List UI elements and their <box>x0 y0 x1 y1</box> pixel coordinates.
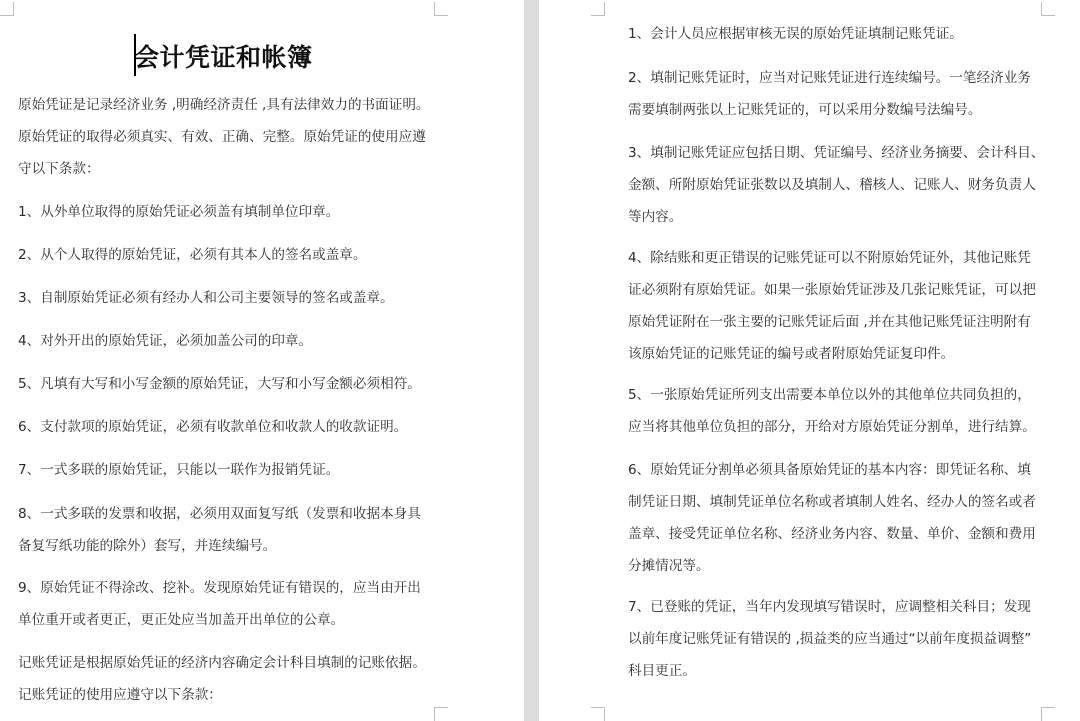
text-line: 4、除结账和更正错误的记账凭证可以不附原始凭证外，其他记账凭 <box>628 250 1031 266</box>
page-corner-mark <box>591 707 605 721</box>
text-line: 3、自制原始凭证必须有经办人和公司主要领导的签名或盖章。 <box>18 290 394 306</box>
page-corner-mark <box>0 2 14 16</box>
text-line: 1、从外单位取得的原始凭证必须盖有填制单位印章。 <box>18 204 340 220</box>
page-corner-mark <box>591 2 605 16</box>
text-line: 9、原始凭证不得涂改、挖补。发现原始凭证有错误的，应当由开出 <box>18 580 421 596</box>
text-line: 科目更正。 <box>628 663 696 679</box>
text-line: 分摊情况等。 <box>628 558 710 574</box>
text-line: 2、从个人取得的原始凭证，必须有其本人的签名或盖章。 <box>18 247 367 263</box>
list-item[interactable] <box>18 411 407 443</box>
list-item[interactable] <box>18 368 421 400</box>
intro-paragraph[interactable] <box>18 89 430 185</box>
list-item[interactable] <box>18 572 421 636</box>
text-line: 记账凭证的使用应遵守以下条款： <box>18 687 222 703</box>
page-title[interactable]: 会计凭证和帐簿 <box>134 43 313 72</box>
text-line: 4、对外开出的原始凭证，必须加盖公司的印章。 <box>18 333 313 349</box>
text-line: 单位重开或者更正，更正处应当加盖开出单位的公章。 <box>18 612 345 628</box>
page-gutter <box>524 0 539 721</box>
text-line: 5、一张原始凭证所列支出需要本单位以外的其他单位共同负担的， <box>628 387 1031 403</box>
document-page-right <box>539 0 1080 721</box>
text-line: 等内容。 <box>628 209 683 225</box>
list-item[interactable] <box>628 591 1031 687</box>
list-item[interactable] <box>628 454 1036 582</box>
list-item[interactable] <box>18 282 394 314</box>
text-line: 备复写纸功能的除外）套写，并连续编号。 <box>18 538 277 554</box>
text-line: 7、一式多联的原始凭证，只能以一联作为报销凭证。 <box>18 462 340 478</box>
text-line: 6、支付款项的原始凭证，必须有收款单位和收款人的收款证明。 <box>18 419 408 435</box>
text-line: 记账凭证是根据原始凭证的经济内容确定会计科目填制的记账依据。 <box>18 655 426 671</box>
text-line: 7、已登账的凭证，当年内发现填写错误时，应调整相关科目；发现 <box>628 599 1031 615</box>
page-corner-mark <box>1041 707 1055 721</box>
text-line: 证必须附有原始凭证。如果一张原始凭证涉及几张记账凭证，可以把 <box>628 282 1036 298</box>
text-line: 5、凡填有大写和小写金额的原始凭证，大写和小写金额必须相符。 <box>18 376 421 392</box>
list-item[interactable] <box>18 239 367 271</box>
text-line: 应当将其他单位负担的部分，开给对方原始凭证分割单，进行结算。 <box>628 419 1036 435</box>
text-line: 盖章、接受凭证单位名称、经济业务内容、数量、单价、金额和费用 <box>628 526 1036 542</box>
page-corner-mark <box>1041 2 1055 16</box>
text-line: 守以下条款： <box>18 161 100 177</box>
list-item[interactable] <box>628 18 963 50</box>
text-line: 需要填制两张以上记账凭证的，可以采用分数编号法编号。 <box>628 102 982 118</box>
text-line: 3、填制记账凭证应包括日期、凭证编号、经济业务摘要、会计科目、 <box>628 145 1045 161</box>
list-item[interactable] <box>628 137 1044 233</box>
list-item[interactable] <box>18 498 421 562</box>
page-corner-mark <box>434 707 448 721</box>
text-line: 金额、所附原始凭证张数以及填制人、稽核人、记账人、财务负责人 <box>628 177 1036 193</box>
list-item[interactable] <box>18 196 339 228</box>
outro-paragraph[interactable] <box>18 647 426 711</box>
text-line: 制凭证日期、填制凭证单位名称或者填制人姓名、经办人的签名或者 <box>628 494 1036 510</box>
text-line: 该原始凭证的记账凭证的编号或者附原始凭证复印件。 <box>628 346 955 362</box>
text-line: 2、填制记账凭证时，应当对记账凭证进行连续编号。一笔经济业务 <box>628 70 1031 86</box>
text-line: 原始凭证的取得必须真实、有效、正确、完整。原始凭证的使用应遵 <box>18 129 426 145</box>
list-item[interactable] <box>18 454 339 486</box>
text-line: 以前年度记账凭证有错误的 ,损益类的应当通过“以前年度损益调整” <box>628 631 1032 647</box>
text-line: 原始凭证是记录经济业务 ,明确经济责任 ,具有法律效力的书面证明。 <box>18 97 430 113</box>
document-page-left <box>0 0 524 721</box>
text-line: 8、一式多联的发票和收据，必须用双面复写纸（发票和收据本身具 <box>18 506 421 522</box>
list-item[interactable] <box>18 325 312 357</box>
text-line: 6、原始凭证分割单必须具备原始凭证的基本内容：即凭证名称、填 <box>628 462 1031 478</box>
list-item[interactable] <box>628 379 1036 443</box>
list-item[interactable] <box>628 242 1036 370</box>
text-line: 1、会计人员应根据审核无误的原始凭证填制记账凭证。 <box>628 26 963 42</box>
text-line: 原始凭证附在一张主要的记账凭证后面 ,并在其他记账凭证注明附有 <box>628 314 1031 330</box>
list-item[interactable] <box>628 62 1031 126</box>
page-corner-mark <box>434 2 448 16</box>
